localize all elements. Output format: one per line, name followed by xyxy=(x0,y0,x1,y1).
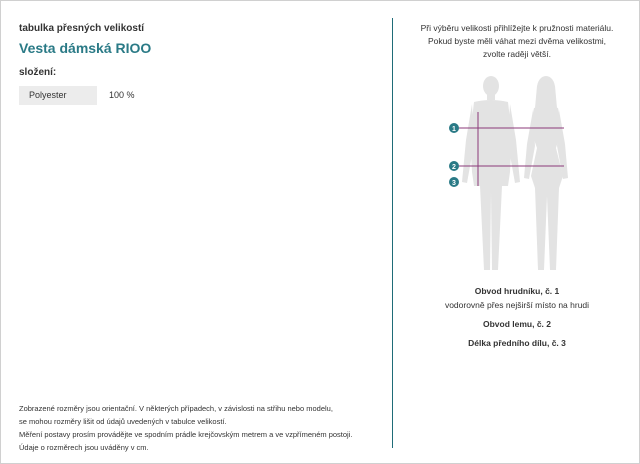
size-notes xyxy=(19,402,379,454)
note-line: Zobrazené rozměry jsou orientační. V některých případech, v závislosti na střihu nebo modelu, xyxy=(19,404,333,413)
left-column xyxy=(19,20,379,56)
female-silhouette-icon xyxy=(524,76,568,270)
composition-label: složení: xyxy=(19,67,57,78)
right-column xyxy=(398,22,636,61)
product-name: Vesta dámská RIOO xyxy=(19,40,152,56)
svg-text:3: 3 xyxy=(452,180,456,187)
male-silhouette-icon xyxy=(462,76,520,270)
section-title: tabulka přesných velikostí xyxy=(19,23,145,34)
intro-line: Pokud byste měli váhat mezi dvěma velikostmi, xyxy=(427,36,607,46)
composition-row xyxy=(19,86,219,105)
measurement-title-1: Obvod hrudníku, č. 1 xyxy=(474,286,560,296)
composition-percent: 100 % xyxy=(109,90,135,100)
column-divider xyxy=(392,18,393,448)
measurement-title-3: Délka předního dílu, č. 3 xyxy=(468,338,566,348)
intro-line: Při výběru velikosti přihlížejte k pružnosti materiálu. xyxy=(420,23,614,33)
note-line: Údaje o rozměrech jsou uváděny v cm. xyxy=(19,443,149,452)
svg-text:2: 2 xyxy=(452,164,456,171)
composition-material: Polyester xyxy=(19,86,97,105)
marker-2-icon xyxy=(449,161,459,171)
intro-line: zvolte raději větší. xyxy=(482,49,552,59)
note-line: se mohou rozměry lišit od údajů uvedených v tabulce velikostí. xyxy=(19,417,227,426)
measurement-title-2: Obvod lemu, č. 2 xyxy=(482,319,552,329)
note-line: Měření postavy prosím provádějte ve spodním prádle krejčovským metrem a ve vzpřímeném postoji. xyxy=(19,430,353,439)
svg-text:1: 1 xyxy=(452,126,456,133)
measurement-description-1: vodorovně přes nejširší místo na hrudi xyxy=(444,300,590,310)
marker-3-icon xyxy=(449,177,459,187)
body-measurement-figure xyxy=(446,74,578,274)
marker-1-icon xyxy=(449,123,459,133)
measurement-captions xyxy=(398,286,636,348)
